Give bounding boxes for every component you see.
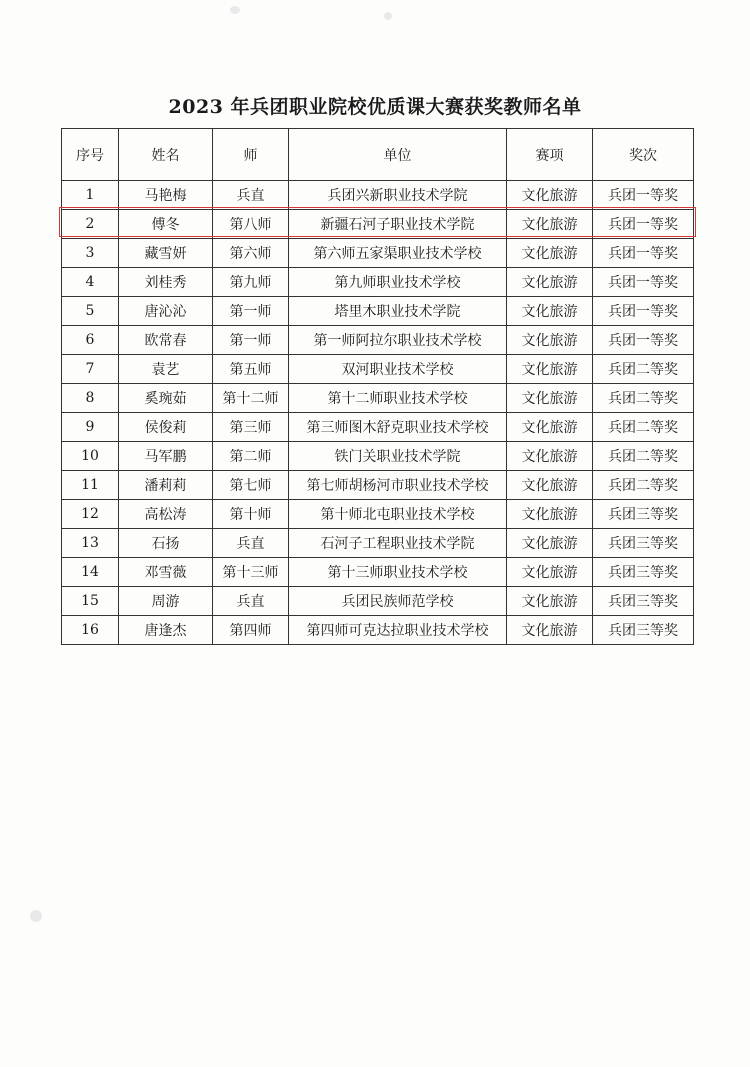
- scan-speck: [384, 12, 392, 20]
- cell-index: 4: [62, 268, 119, 297]
- cell-award: 兵团二等奖: [593, 413, 694, 442]
- cell-event: 文化旅游: [507, 529, 593, 558]
- cell-name: 袁艺: [119, 355, 213, 384]
- cell-award: 兵团一等奖: [593, 326, 694, 355]
- cell-division: 第三师: [213, 413, 289, 442]
- cell-unit: 第十三师职业技术学校: [289, 558, 507, 587]
- cell-index: 8: [62, 384, 119, 413]
- cell-unit: 塔里木职业技术学院: [289, 297, 507, 326]
- cell-index: 16: [62, 616, 119, 645]
- table-row: [62, 326, 694, 355]
- cell-award: 兵团一等奖: [593, 181, 694, 210]
- cell-index: 2: [62, 210, 119, 239]
- award-table: [61, 128, 694, 645]
- cell-index: 15: [62, 587, 119, 616]
- cell-name: 侯俊莉: [119, 413, 213, 442]
- scan-speck: [230, 6, 240, 14]
- cell-event: 文化旅游: [507, 558, 593, 587]
- column-header-unit: 单位: [289, 129, 507, 181]
- cell-division: 第四师: [213, 616, 289, 645]
- table-body: [62, 181, 694, 645]
- cell-division: 第一师: [213, 297, 289, 326]
- cell-name: 奚琬茹: [119, 384, 213, 413]
- cell-award: 兵团三等奖: [593, 500, 694, 529]
- cell-name: 邓雪薇: [119, 558, 213, 587]
- cell-event: 文化旅游: [507, 442, 593, 471]
- cell-name: 藏雪妍: [119, 239, 213, 268]
- cell-award: 兵团三等奖: [593, 587, 694, 616]
- cell-division: 第五师: [213, 355, 289, 384]
- cell-event: 文化旅游: [507, 355, 593, 384]
- cell-unit: 第七师胡杨河市职业技术学校: [289, 471, 507, 500]
- table-row: [62, 500, 694, 529]
- cell-award: 兵团三等奖: [593, 558, 694, 587]
- cell-unit: 第十二师职业技术学校: [289, 384, 507, 413]
- cell-division: 第九师: [213, 268, 289, 297]
- cell-unit: 兵团兴新职业技术学院: [289, 181, 507, 210]
- cell-award: 兵团三等奖: [593, 529, 694, 558]
- table-row: [62, 442, 694, 471]
- cell-index: 1: [62, 181, 119, 210]
- column-header-index: 序号: [62, 129, 119, 181]
- cell-event: 文化旅游: [507, 587, 593, 616]
- cell-division: 第八师: [213, 210, 289, 239]
- cell-unit: 双河职业技术学校: [289, 355, 507, 384]
- cell-name: 高松涛: [119, 500, 213, 529]
- table-header-row: [62, 129, 694, 181]
- column-header-division: 师: [213, 129, 289, 181]
- cell-name: 欧常春: [119, 326, 213, 355]
- cell-index: 14: [62, 558, 119, 587]
- cell-event: 文化旅游: [507, 239, 593, 268]
- cell-name: 石扬: [119, 529, 213, 558]
- cell-event: 文化旅游: [507, 268, 593, 297]
- cell-award: 兵团二等奖: [593, 442, 694, 471]
- cell-name: 马艳梅: [119, 181, 213, 210]
- table-row: [62, 181, 694, 210]
- table-row: [62, 239, 694, 268]
- cell-event: 文化旅游: [507, 210, 593, 239]
- cell-index: 5: [62, 297, 119, 326]
- table-row: [62, 587, 694, 616]
- table-row: [62, 297, 694, 326]
- cell-index: 3: [62, 239, 119, 268]
- cell-award: 兵团二等奖: [593, 384, 694, 413]
- cell-division: 兵直: [213, 529, 289, 558]
- cell-division: 第十师: [213, 500, 289, 529]
- column-header-award: 奖次: [593, 129, 694, 181]
- cell-name: 周游: [119, 587, 213, 616]
- table-row: [62, 529, 694, 558]
- table-row: [62, 268, 694, 297]
- table-row: [62, 558, 694, 587]
- cell-award: 兵团一等奖: [593, 297, 694, 326]
- cell-unit: 铁门关职业技术学院: [289, 442, 507, 471]
- cell-index: 12: [62, 500, 119, 529]
- cell-division: 第七师: [213, 471, 289, 500]
- column-header-event: 赛项: [507, 129, 593, 181]
- cell-name: 唐沁沁: [119, 297, 213, 326]
- table-row: [62, 471, 694, 500]
- cell-division: 兵直: [213, 181, 289, 210]
- cell-unit: 新疆石河子职业技术学院: [289, 210, 507, 239]
- cell-division: 兵直: [213, 587, 289, 616]
- cell-name: 唐逢杰: [119, 616, 213, 645]
- cell-award: 兵团二等奖: [593, 471, 694, 500]
- cell-award: 兵团一等奖: [593, 268, 694, 297]
- cell-division: 第十二师: [213, 384, 289, 413]
- cell-index: 13: [62, 529, 119, 558]
- cell-event: 文化旅游: [507, 471, 593, 500]
- cell-name: 刘桂秀: [119, 268, 213, 297]
- cell-division: 第六师: [213, 239, 289, 268]
- cell-index: 10: [62, 442, 119, 471]
- cell-award: 兵团一等奖: [593, 210, 694, 239]
- table-row: [62, 413, 694, 442]
- table-row: [62, 384, 694, 413]
- column-header-name: 姓名: [119, 129, 213, 181]
- document-title: 2023 年兵团职业院校优质课大赛获奖教师名单: [168, 96, 582, 118]
- cell-index: 9: [62, 413, 119, 442]
- cell-name: 马军鹏: [119, 442, 213, 471]
- table-row: [62, 616, 694, 645]
- table-row: [62, 210, 694, 239]
- cell-index: 7: [62, 355, 119, 384]
- scan-speck: [30, 910, 42, 922]
- cell-event: 文化旅游: [507, 297, 593, 326]
- cell-index: 6: [62, 326, 119, 355]
- cell-event: 文化旅游: [507, 500, 593, 529]
- cell-division: 第一师: [213, 326, 289, 355]
- cell-division: 第十三师: [213, 558, 289, 587]
- cell-unit: 兵团民族师范学校: [289, 587, 507, 616]
- table-row: [62, 355, 694, 384]
- cell-unit: 第十师北屯职业技术学校: [289, 500, 507, 529]
- cell-event: 文化旅游: [507, 181, 593, 210]
- cell-event: 文化旅游: [507, 326, 593, 355]
- cell-unit: 第六师五家渠职业技术学校: [289, 239, 507, 268]
- cell-division: 第二师: [213, 442, 289, 471]
- cell-index: 11: [62, 471, 119, 500]
- cell-name: 傅冬: [119, 210, 213, 239]
- cell-unit: 第九师职业技术学校: [289, 268, 507, 297]
- cell-award: 兵团三等奖: [593, 616, 694, 645]
- cell-event: 文化旅游: [507, 413, 593, 442]
- cell-unit: 第四师可克达拉职业技术学校: [289, 616, 507, 645]
- cell-unit: 第一师阿拉尔职业技术学校: [289, 326, 507, 355]
- cell-award: 兵团一等奖: [593, 239, 694, 268]
- cell-event: 文化旅游: [507, 616, 593, 645]
- cell-award: 兵团二等奖: [593, 355, 694, 384]
- cell-name: 潘莉莉: [119, 471, 213, 500]
- cell-unit: 第三师图木舒克职业技术学校: [289, 413, 507, 442]
- cell-event: 文化旅游: [507, 384, 593, 413]
- cell-unit: 石河子工程职业技术学院: [289, 529, 507, 558]
